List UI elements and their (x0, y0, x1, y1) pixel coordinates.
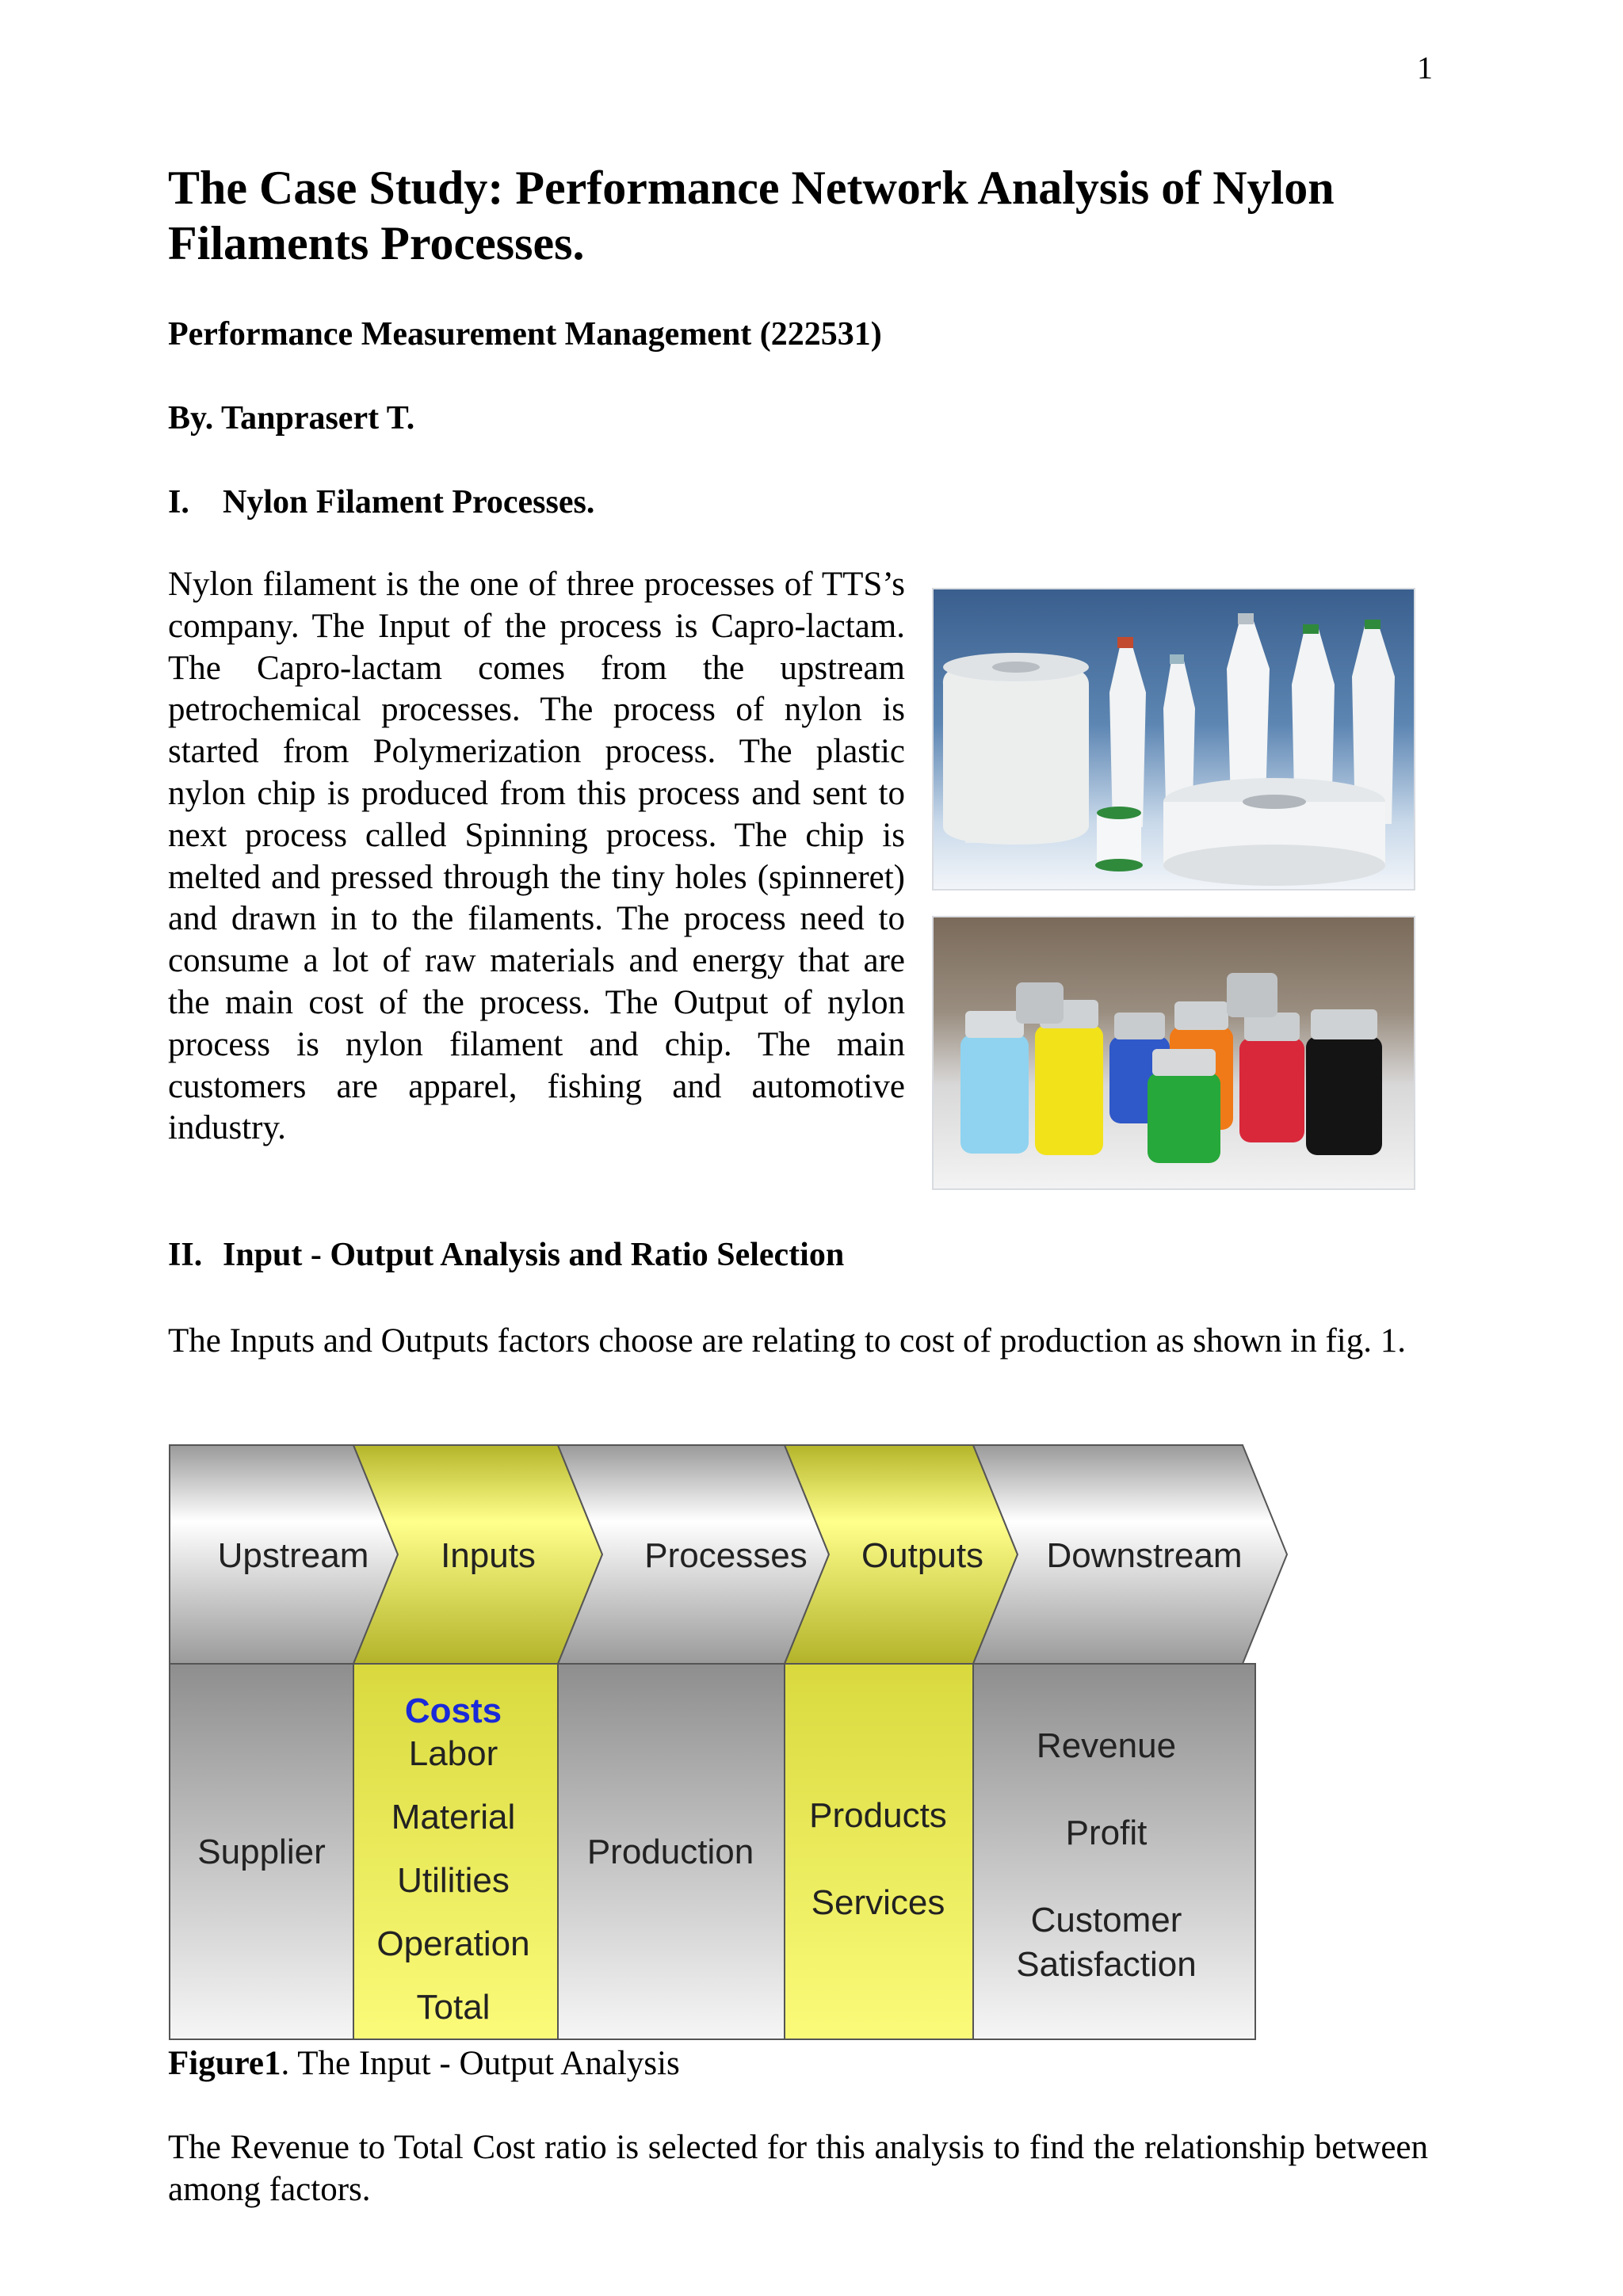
input-output-diagram (168, 1444, 1293, 2046)
input-item-operation: Operation (376, 1924, 530, 1963)
downstream-item-revenue: Revenue (1036, 1726, 1177, 1765)
output-item-products: Products (809, 1796, 947, 1835)
production-label: Production (586, 1833, 754, 1871)
course-line: Performance Measurement Management (222531) (168, 316, 882, 353)
intro-paragraph: Nylon filament is the one of three processes of TTS’s company. The Input of the process is Capro-lactam. The Capro-lactam comes from the upstream petrochemical processes. The process of nylon is started from Polymerization process. The plastic nylon chip is produced from this process and sent to next process called Spinning process. The chip is melted and pressed through the tiny holes (spinneret) and drawn in to the filaments. The process need to consume a lot of raw materials and energy that are the main cost of the process. The Output of nylon process is nylon filament and chip. The main customers are apparel, fishing and automotive industry. (168, 566, 905, 1147)
author-line: By. Tanprasert T. (168, 400, 415, 437)
section-title: Input - Output Analysis and Ratio Selection (223, 1237, 845, 1273)
section-heading-2 (168, 1236, 844, 1274)
costs-heading: Costs (404, 1691, 502, 1730)
downstream-item-customer: Customer (1030, 1901, 1182, 1939)
page-number: 1 (1417, 50, 1433, 86)
nylon-chips-jars-photo (932, 916, 1415, 1190)
section-title: Nylon Filament Processes. (223, 484, 595, 521)
stage-outputs-label: Outputs (861, 1536, 984, 1575)
outputs-box (785, 1664, 973, 2039)
input-item-utilities: Utilities (397, 1861, 510, 1900)
document-title: The Case Study: Performance Network Analysis of Nylon Filaments Processes. (168, 162, 1335, 269)
section-number: I. (168, 484, 189, 521)
stage-inputs-label: Inputs (441, 1536, 536, 1575)
stage-upstream-label: Upstream (217, 1536, 369, 1575)
section-heading-1 (168, 483, 594, 521)
downstream-item-satisfaction: Satisfaction (1016, 1945, 1197, 1984)
downstream-item-profit: Profit (1065, 1814, 1148, 1852)
nylon-spools-photo (932, 588, 1415, 891)
input-item-material: Material (391, 1798, 516, 1836)
output-item-services: Services (811, 1883, 945, 1922)
figure-label: Figure1 (168, 2045, 281, 2082)
stage-processes-label: Processes (644, 1536, 808, 1575)
input-item-labor: Labor (408, 1734, 498, 1773)
stage-downstream-label: Downstream (1046, 1536, 1243, 1575)
section-number: II. (168, 1237, 203, 1273)
ratio-paragraph: The Revenue to Total Cost ratio is selected for this analysis to find the relationship between among factors. (168, 2129, 1428, 2208)
figure-caption-text: . The Input - Output Analysis (281, 2045, 680, 2082)
io-paragraph: The Inputs and Outputs factors choose are relating to cost of production as shown in fig. 1. (168, 1322, 1406, 1360)
input-item-total: Total (416, 1988, 491, 2027)
supplier-label: Supplier (197, 1833, 326, 1871)
figure-caption (168, 2044, 680, 2083)
